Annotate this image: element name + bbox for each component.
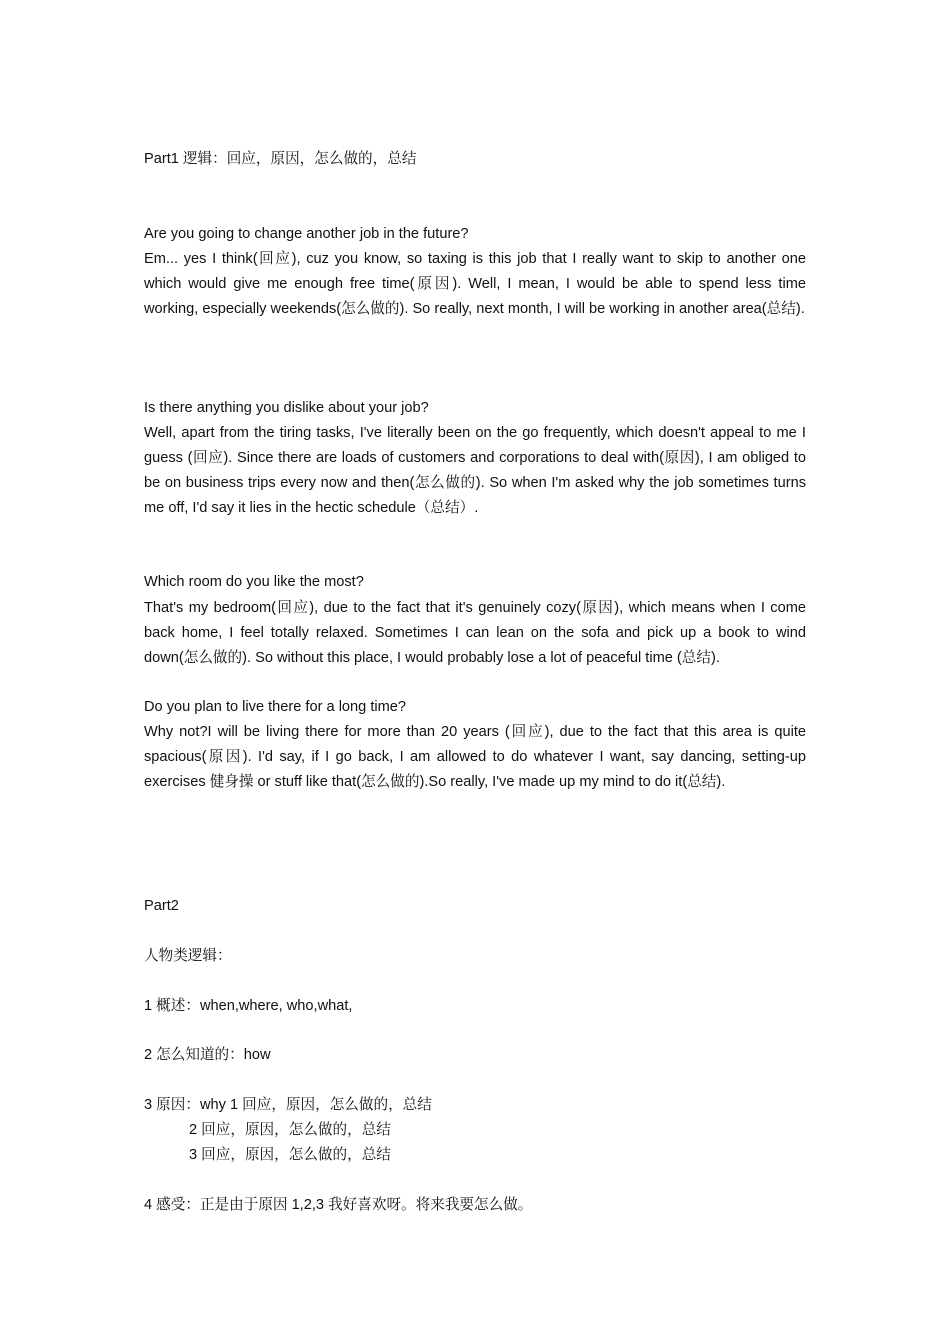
part2-item-3-sub-2: 2 回应，原因，怎么做的，总结 [189,1122,391,1138]
part2-item-1: 1 概述：when,where, who,what, [144,998,353,1014]
question-1: Are you going to change another job in the future? [144,226,469,242]
answer-1: Em... yes I think(回应), cuz you know, so taxing is this job that I really want to skip to another one which would give me enough free time(原因). Well, I mean, I would be able to spend less time working, especially weekends(怎么做的). So really, next month, I will be working in another area(总结). [144,251,806,317]
answer-3: That's my bedroom(回应), due to the fact that it's genuinely cozy(原因), which means when I come back home, I feel totally relaxed. Sometimes I can lean on the sofa and pick up a book to wind down(怎么做的). So without this place, I would probably lose a lot of peaceful time (总结). [144,600,806,666]
part2-heading: Part2 [144,898,179,914]
answer-4: Why not?I will be living there for more than 20 years (回应), due to the fact that this area is quite spacious(原因). I'd say, if I go back, I am allowed to do whatever I want, say dancing, setting-up exercises 健身操 or stuff like that(怎么做的).So really, I've made up my mind to do it(总结). [144,724,806,790]
question-3: Which room do you like the most? [144,574,364,590]
question-2: Is there anything you dislike about your job? [144,400,429,416]
part2-item-2: 2 怎么知道的：how [144,1047,271,1063]
part2-subheading: 人物类逻辑： [144,948,232,964]
answer-2: Well, apart from the tiring tasks, I've literally been on the go frequently, which doesn't appeal to me I guess (回应). Since there are loads of customers and corporations to deal with(原因), I am obliged to be on business trips every now and then(怎么做的). So when I'm asked why the job sometimes turns me off, I'd say it lies in the hectic schedule（总结）. [144,425,806,516]
part1-heading: Part1 逻辑：回应，原因，怎么做的，总结 [144,151,417,167]
part2-item-3-sub-3: 3 回应，原因，怎么做的，总结 [189,1147,391,1163]
part2-item-4: 4 感受：正是由于原因 1,2,3 我好喜欢呀。将来我要怎么做。 [144,1197,533,1213]
question-4: Do you plan to live there for a long time? [144,699,407,715]
part2-item-3: 3 原因：why 1 回应，原因，怎么做的，总结 [144,1097,432,1113]
